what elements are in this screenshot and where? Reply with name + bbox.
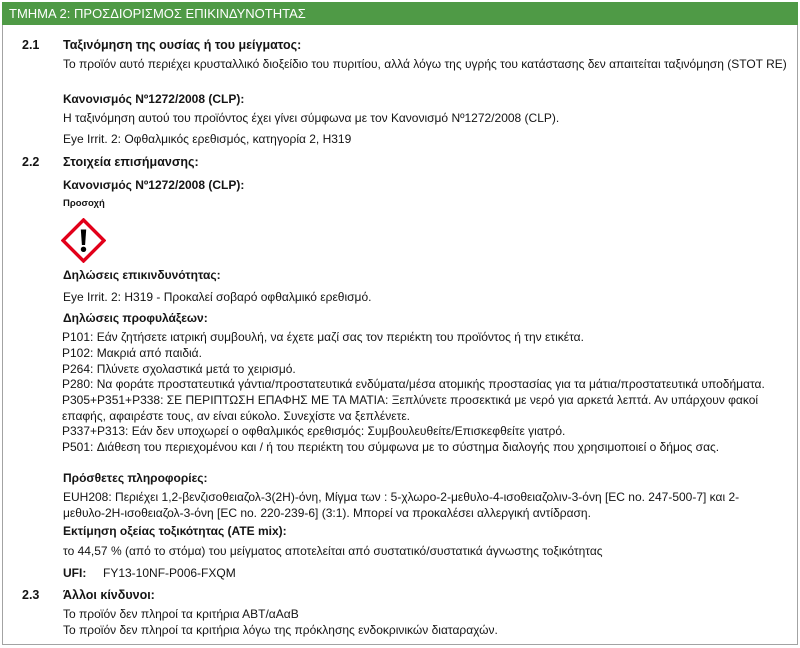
section-number-2-1: 2.1 — [22, 38, 40, 52]
section-title-label-elements: Στοιχεία επισήμανσης: — [63, 155, 199, 169]
hazard-statements-heading: Δηλώσεις επικινδυνότητας: — [63, 268, 221, 282]
ghs07-exclamation-mark-icon — [61, 218, 106, 263]
precaution-p101: P101: Εάν ζητήσετε ιατρική συμβουλή, να έχετε μαζί σας τον περιέκτη του προϊόντος ή την ετικέτα. — [62, 330, 584, 344]
section-title-classification: Ταξινόμηση της ουσίας ή του μείγματος: — [63, 38, 302, 52]
precaution-p501: P501: Διάθεση του περιεχομένου και / ή του περιέκτη του σύμφωνα με το σύστημα διαλογής που χρησιμοποιεί ο δήμος σας. — [62, 440, 720, 454]
precaution-p264: P264: Πλύνετε σχολαστικά μετά το χειρισμό. — [62, 362, 296, 376]
ufi-value: FY13-10NF-P006-FXQM — [103, 566, 236, 580]
section-number-2-2: 2.2 — [22, 155, 40, 169]
precaution-p102: P102: Μακριά από παιδιά. — [62, 346, 202, 360]
precaution-p305-p351-p338: P305+P351+P338: ΣΕ ΠΕΡΙΠΤΩΣΗ ΕΠΑΦΗΣ ΜΕ ΤΑ ΜΑΤΙΑ: Ξεπλύνετε προσεκτικά με νερό για αρκετά λεπτά. Αν υπάρχουν φακοί επαφής, αφαιρέστε τους, αν είναι εύκολο. Συνεχίστε να ξεπλένετε. — [62, 393, 759, 423]
precaution-p280: P280: Να φοράτε προστατευτικά γάντια/προστατευτικά ενδύματα/μέσα ατομικής προστασίας για τα μάτια/προστατευτικά υποδήματα. — [62, 377, 765, 391]
other-hazards-endocrine-text: Το προϊόν δεν πληροί τα κριτήρια λόγω της πρόκλησης ενδοκρινικών διαταραχών. — [63, 623, 498, 637]
acute-toxicity-estimate-heading: Εκτίμηση οξείας τοξικότητας (ATE mix): — [63, 524, 287, 538]
additional-information-text: EUH208: Περιέχει 1,2-βενζισοθειαζολ-3(2H)-όνη, Μίγμα των : 5-χλωρο-2-μεθυλο-4-ισοθειαζολιν-3-όνη [EC no. 247-500-7] και 2-μεθυλο-2H-ισοθειαζολ-3-όνη [EC no. 220-239-6] (3:1). Μπορεί να προκαλέσει αλλεργική αντίδραση. — [63, 490, 740, 520]
precautionary-statements-heading: Δηλώσεις προφυλάξεων: — [63, 311, 208, 325]
hazard-statement: Eye Irrit. 2: H319 - Προκαλεί σοβαρό οφθαλμικό ερεθισμό. — [63, 290, 372, 304]
section-title-other-hazards: Άλλοι κίνδυνοι: — [63, 588, 155, 602]
clp-regulation-heading: Κανονισμός Nº1272/2008 (CLP): — [63, 92, 245, 106]
clp-regulation-text: Η ταξινόμηση αυτού του προϊόντος έχει γίνει σύμφωνα με τον Κανονισμό Nº1272/2008 (CLP). — [63, 111, 560, 125]
ufi-label: UFI: — [63, 566, 87, 580]
section-header: ΤΜΗΜΑ 2: ΠΡΟΣΔΙΟΡΙΣΜΟΣ ΕΠΙΚΙΝΔΥΝΟΤΗΤΑΣ — [2, 2, 798, 25]
signal-word: Προσοχή — [63, 198, 105, 209]
classification-intro-text: Το προϊόν αυτό περιέχει κρυσταλλικό διοξείδιο του πυριτίου, αλλά λόγω της υγρής του κατάστασης δεν απαιτείται ταξινόμηση (STOT RE) — [63, 57, 787, 71]
clp-label-regulation-heading: Κανονισμός Nº1272/2008 (CLP): — [63, 178, 245, 192]
other-hazards-pbt-text: Το προϊόν δεν πληροί τα κριτήρια ΑΒΤ/αΑαΒ — [63, 607, 299, 621]
additional-information-heading: Πρόσθετες πληροφορίες: — [63, 471, 208, 485]
precaution-p337-p313: P337+P313: Εάν δεν υποχωρεί ο οφθαλμικός ερεθισμός: Συμβουλευθείτε/Επισκεφθείτε γιατρό. — [62, 424, 566, 438]
section-number-2-3: 2.3 — [22, 588, 40, 602]
acute-toxicity-estimate-text: το 44,57 % (από το στόμα) του μείγματος αποτελείται από συστατικό/συστατικά άγνωστης τοξικότητας — [63, 544, 603, 558]
hazard-classification-text: Eye Irrit. 2: Οφθαλμικός ερεθισμός, κατηγορία 2, H319 — [63, 132, 352, 146]
